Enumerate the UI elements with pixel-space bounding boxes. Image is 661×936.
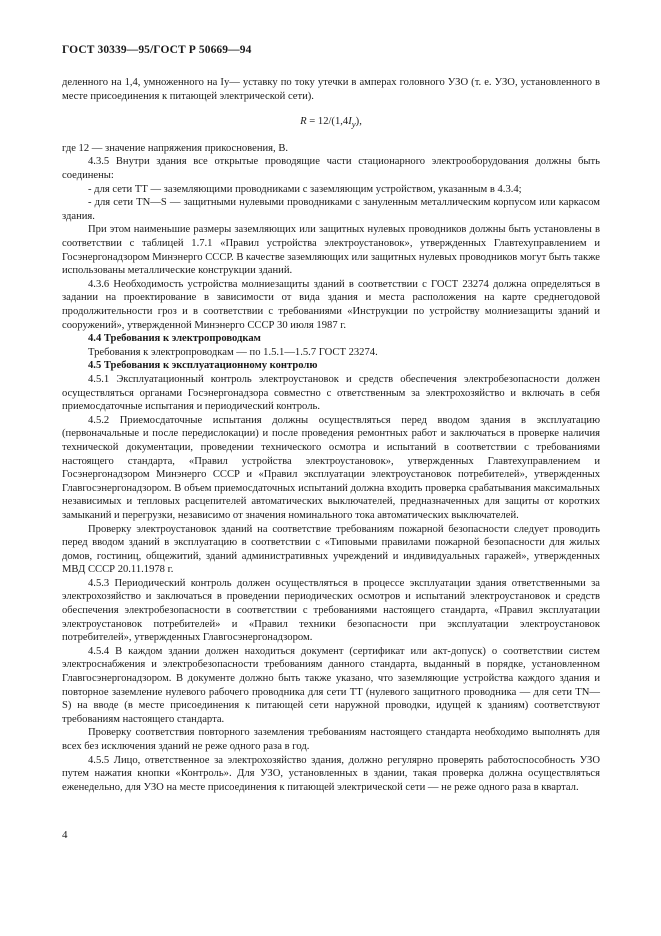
section-heading-4-4: 4.4 Требования к электропроводкам <box>88 333 261 345</box>
paragraph-2: 4.3.5 Внутри здания все открытые проводящие части стационарного электрооборудования должны быть соединены: <box>62 156 600 182</box>
section-heading-4-5: 4.5 Требования к эксплуатационному контролю <box>88 360 318 372</box>
paragraph-15: Проверку соответствия повторного заземления требованиям настоящего стандарта необходимо выполнять для всех без исключения зданий не реже одного раза в год. <box>62 727 600 753</box>
paragraph-12: Проверку электроустановок зданий на соответствие требованиям пожарной безопасности следует проводить перед вводом зданий в эксплуатацию в соответствии с «Типовыми правилами пожарной безопасности для жилых домов, гостиниц, общежитий, зданий административных учреждений и индивидуальных гаражей», утвержденных МВД СССР 20.11.1978 г. <box>62 523 600 576</box>
formula-eq: = 12/(1,4 <box>306 116 349 128</box>
paragraph-10: 4.5.1 Эксплуатационный контроль электроустановок и средств обеспечения электробезопасности должен осуществляться органами Госэнергонадзора совместно с ответственным за электрохозяйство и включать в себя приемосдаточные испытания и периодический контроль. <box>62 373 600 413</box>
paragraph-3: - для сети ТТ — заземляющими проводниками с заземляющим устройством, указанным в 4.3.4; <box>88 183 522 195</box>
paragraph-13: 4.5.3 Периодический контроль должен осуществляться в процессе эксплуатации здания ответственными за электрохозяйство и заключаться в проведении периодических осмотров и испытаний электроустановок и средств обеспечения электробезопасности в соответствии с требованиями настоящего стандарта, «Правил эксплуатации электроустановок потребителей» и «Правил техники безопасности при эксплуатации электроустановок потребителей», утвержденных Главгосэнергонадзором. <box>62 577 600 644</box>
formula-sub: у <box>351 119 356 130</box>
document-body <box>62 76 600 794</box>
paragraph-16: 4.5.5 Лицо, ответственное за электрохозяйство здания, должно регулярно проверять работоспособность УЗО путем нажатия кнопки «Контроль». Для УЗО, установленных в здании, такая проверка должна осуществляться еженедельно, для УЗО на месте присоединения к питающей электрической сети — не реже одного раза в квартал. <box>62 754 600 793</box>
page-header: ГОСТ 30339—95/ГОСТ Р 50669—94 <box>62 44 252 56</box>
formula <box>62 115 600 132</box>
paragraph-14: 4.5.4 В каждом здании должен находиться документ (сертификат или акт-допуск) о соответствии систем электроснабжения и электробезопасности требованиям данного стандарта, выданный в порядке, установленном Главгосэнергонадзором. В документе должно быть также указано, что заземляющие устройства каждого здания и повторное заземление нулевого рабочего проводника для сети ТТ (нулевого защитного проводника — для сети TN—S) на вводе (в месте присоединения к питающей сети наружной проводки, идущей к зданиям) соответствуют требованиям настоящего стандарта. <box>62 645 600 725</box>
paragraph-4: - для сети TN—S — защитными нулевыми проводниками с зануленным металлическим корпусом или каркасом здания. <box>62 197 600 222</box>
paragraph-0: деленного на 1,4, умноженного на Iу— уставку по току утечки в амперах головного УЗО (т. е. УЗО, установленного в месте присоединения к питающей электрической сети). <box>62 77 600 102</box>
paragraph-1: где 12 — значение напряжения прикосновения, В. <box>62 142 289 154</box>
formula-lhs: R <box>300 116 307 128</box>
paragraph-6: 4.3.6 Необходимость устройства молниезащиты зданий в соответствии с ГОСТ 23274 должна определяться в задании на проектирование в зависимости от вида здания и места расположения на карте среднегодовой продолжительности гроз и в соответствии с требованиями «Инструкции по устройству молниезащиты зданий и сооружений», утвержденной Минэнерго СССР 30 июля 1987 г. <box>62 278 600 331</box>
paragraph-5: При этом наименьшие размеры заземляющих или защитных нулевых проводников должны быть установлены в соответствии с таблицей 1.7.1 «Правил устройства электроустановок», утвержденных Главтехуправлением и Госэнергонадзором Минэнерго СССР. В качестве заземляющих или защитных нулевых проводников могут быть также использованы металлические конструкции зданий. <box>62 224 600 277</box>
paragraph-11: 4.5.2 Приемосдаточные испытания должны осуществляться перед вводом здания в эксплуатацию (первоначальные и после передислокации) и после проведения ремонтных работ и заключаться в проверке наличия технической документации, проведении технического осмотра и испытаний в соответствии с требованиями настоящего стандарта, «Правил устройства электроустановок», утвержденных Главтехуправлением и Госэнергонадзором Минэнерго СССР и «Правил эксплуатации электроустановок потребителей», утвержденных Главгосэнергонадзором. В объем приемосдаточных испытаний должна входить проверка срабатывания максимальных независимых и тепловых расцепителей автоматических выключателей, предназначенных для защиты от коротких замыканий и перегрузки, независимо от значения номинального тока автоматических выключателей. <box>62 414 600 521</box>
paragraph-8: Требования к электропроводкам — по 1.5.1—1.5.7 ГОСТ 23274. <box>88 346 378 358</box>
formula-tail: ), <box>355 116 362 128</box>
formula-var: I <box>348 116 352 128</box>
page-number: 4 <box>62 829 68 841</box>
